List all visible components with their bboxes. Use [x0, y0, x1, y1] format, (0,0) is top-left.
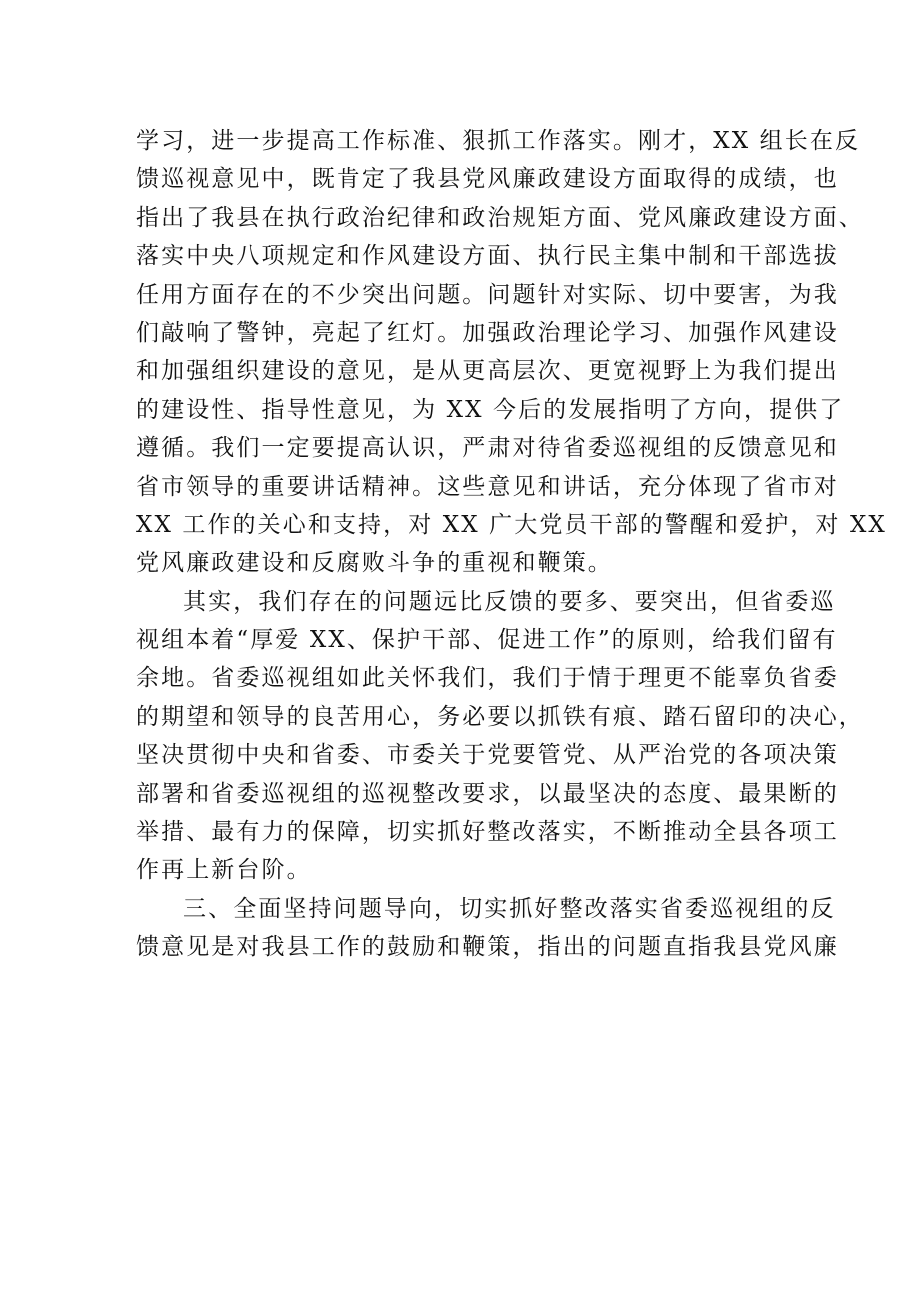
text-line: 党风廉政建设和反腐败斗争的重视和鞭策。	[136, 550, 613, 577]
text-line: 任用方面存在的不少突出问题。问题针对实际、切中要害，为我	[136, 281, 839, 308]
text-line: 作再上新台阶。	[136, 857, 312, 884]
text-line: 坚决贯彻中央和省委、市委关于党要管党、从严治党的各项决策	[136, 742, 839, 769]
text-line: 馈意见是对我县工作的鼓励和鞭策，指出的问题直指我县党风廉	[136, 934, 839, 961]
text-line: 们敲响了警钟，亮起了红灯。加强政治理论学习、加强作风建设	[136, 319, 839, 346]
text-line: 的建设性、指导性意见，为 XX 今后的发展指明了方向，提供了	[136, 396, 845, 423]
text-line: 和加强组织建设的意见，是从更高层次、更宽视野上为我们提出	[136, 358, 839, 385]
paragraph-1	[136, 122, 887, 583]
text-line: 遵循。我们一定要提高认识，严肃对待省委巡视组的反馈意见和	[136, 435, 839, 462]
text-line: 视组本着“厚爱 XX、保护干部、促进工作”的原则，给我们留有	[136, 627, 838, 654]
text-line: 余地。省委巡视组如此关怀我们，我们于情于理更不能辜负省委	[136, 665, 839, 692]
paragraph-3	[136, 890, 839, 967]
text-line: 的期望和领导的良苦用心，务必要以抓铁有痕、踏石留印的决心，	[136, 703, 864, 730]
text-line: 馈巡视意见中，既肯定了我县党风廉政建设方面取得的成绩，也	[136, 166, 839, 193]
text-line: 指出了我县在执行政治纪律和政治规矩方面、党风廉政建设方面、	[136, 204, 864, 231]
text-line: 部署和省委巡视组的巡视整改要求，以最坚决的态度、最果断的	[136, 780, 839, 807]
text-line: 省市领导的重要讲话精神。这些意见和讲话，充分体现了省市对	[136, 473, 839, 500]
text-line: 举措、最有力的保障，切实抓好整改落实，不断推动全县各项工	[136, 819, 839, 846]
text-line: 三、全面坚持问题导向，切实抓好整改落实省委巡视组的反	[183, 895, 836, 922]
text-line: 落实中央八项规定和作风建设方面、执行民主集中制和干部选拔	[136, 243, 839, 270]
text-line: 其实，我们存在的问题远比反馈的要多、要突出，但省委巡	[183, 588, 836, 615]
document-body	[136, 122, 887, 967]
text-line: 学习，进一步提高工作标准、狠抓工作落实。刚才，XX 组长在反	[136, 128, 861, 154]
text-line: XX 工作的关心和支持，对 XX 广大党员干部的警醒和爱护，对 XX	[136, 511, 887, 538]
paragraph-2	[136, 583, 864, 890]
